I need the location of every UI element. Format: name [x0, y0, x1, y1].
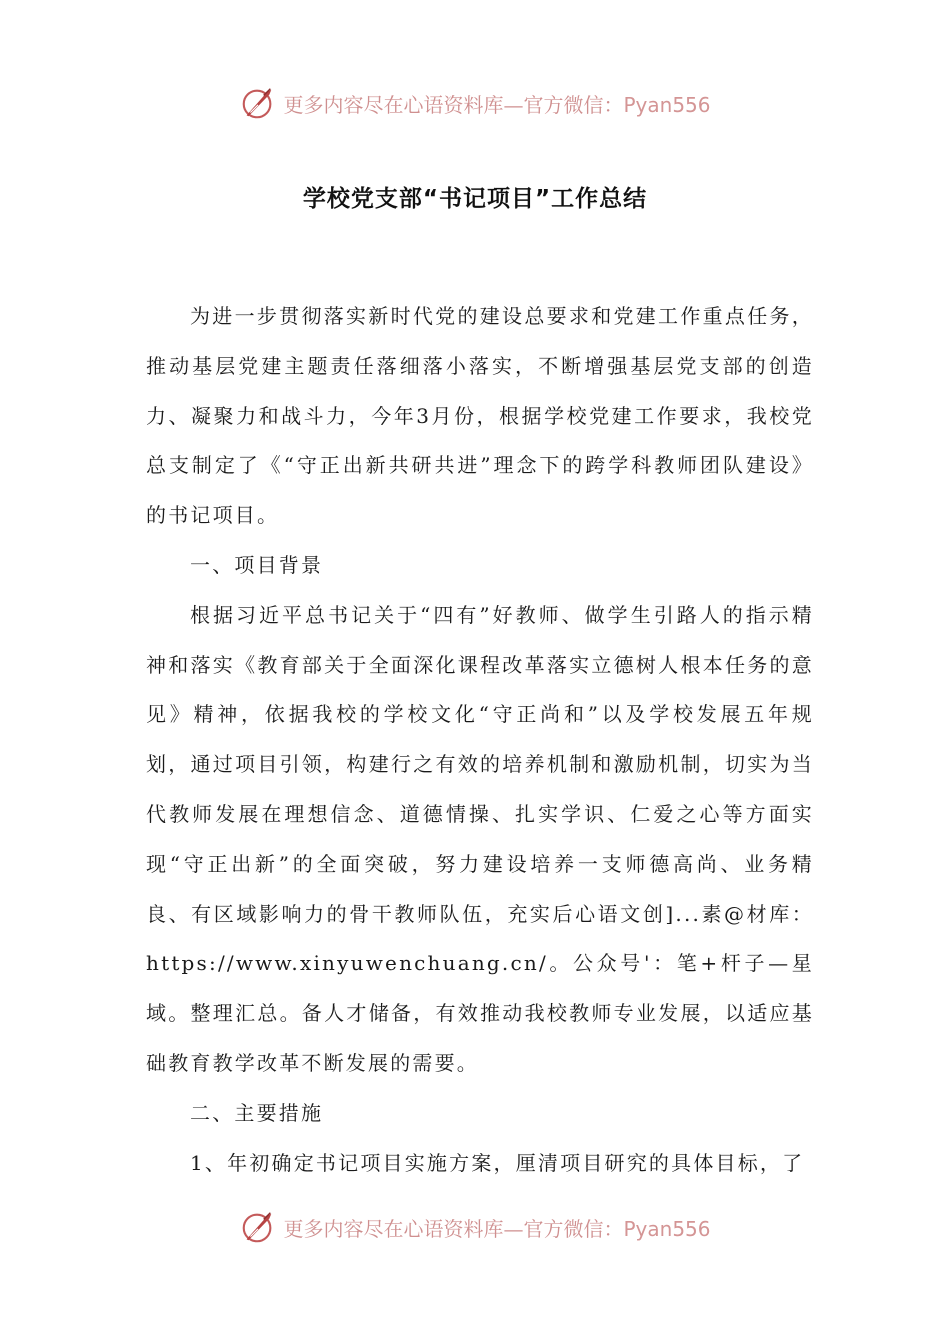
section-heading-measures: 二、主要措施	[190, 1100, 324, 1125]
section-heading-background: 一、项目背景	[190, 552, 324, 577]
intro-paragraph: 为进一步贯彻落实新时代党的建设总要求和党建工作重点任务，推动基层党建主题责任落细落小落实，不断增强基层党支部的创造力、凝聚力和战斗力，今年3月份，根据学校党建工作要求，我校党总支制定了《“守正出新共研共进”理念下的跨学科教师团队建设》的书记项目。	[146, 304, 814, 528]
background-paragraph: 根据习近平总书记关于“四有”好教师、做学生引路人的指示精神和落实《教育部关于全面深化课程改革落实立德树人根本任务的意见》精神，依据我校的学校文化“守正尚和”以及学校发展五年规划，通过项目引领，构建行之有效的培养机制和激励机制，切实为当代教师发展在理想信念、道德情操、扎实学识、仁爱之心等方面实现“守正出新”的全面突破，努力建设培养一支师德高尚、业务精良、有区域影响力的骨干教师队伍，充实后心语文创]...素@材库：https://www.xinyuwenchuang.cn/。公众号'：笔+杆子—星域。整理汇总。备人才储备，有效推动我校教师专业发展，以适应基础教育教学改革不断发展的需要。	[146, 602, 814, 1075]
quill-pen-logo-icon	[239, 84, 277, 122]
measures-paragraph: 1、年初确定书记项目实施方案，厘清项目研究的具体目标，了	[190, 1150, 805, 1175]
watermark-text: 更多内容尽在心语资料库—官方微信：Pyan556	[283, 1216, 711, 1241]
document-body	[146, 292, 814, 1188]
document-title: 学校党支部“书记项目”工作总结	[302, 186, 648, 212]
footer-watermark	[0, 1208, 950, 1246]
header-watermark	[0, 84, 950, 122]
quill-pen-logo-icon	[239, 1208, 277, 1246]
watermark-text: 更多内容尽在心语资料库—官方微信：Pyan556	[283, 92, 711, 117]
